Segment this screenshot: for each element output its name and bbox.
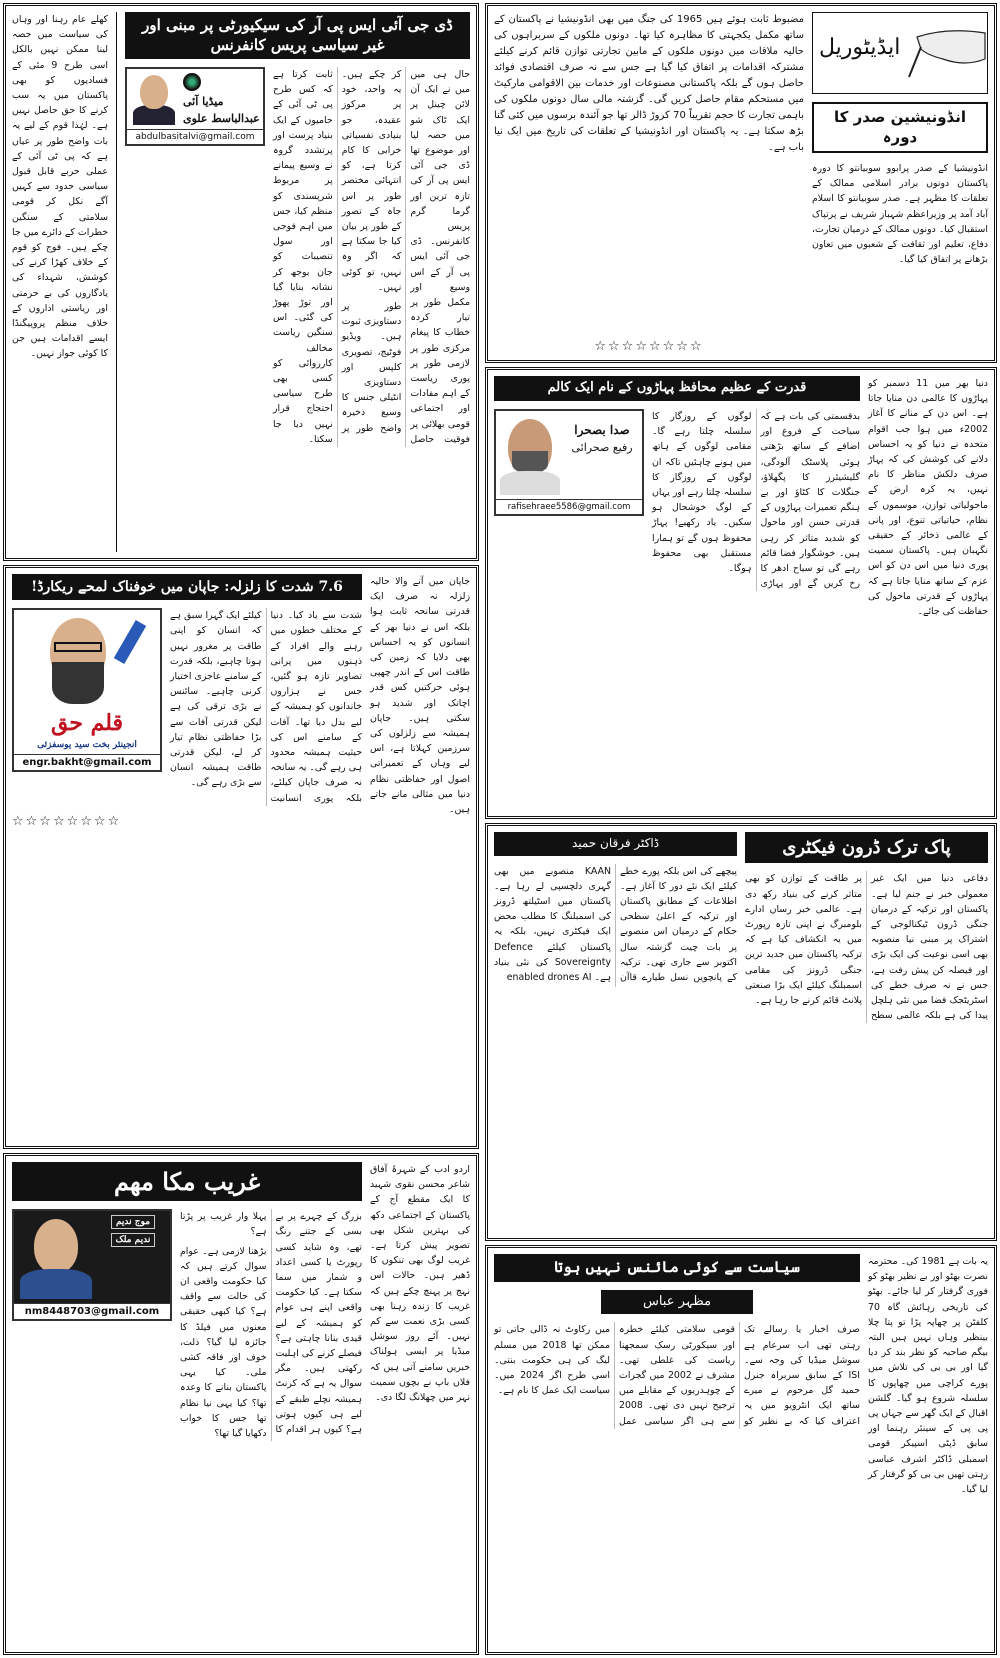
pen-icon bbox=[114, 620, 146, 664]
headline: انڈونیشین صدر کا دورہ bbox=[812, 102, 988, 153]
author-email: nm8448703@gmail.com bbox=[14, 1303, 170, 1319]
article-body: شدت سے یاد کیا۔ دنیا کے مختلف خطوں میں رہنے والے افراد کے ذہنوں میں پرانی تصاویر تازہ ہو گئیں، جس نے ہزاروں خاندانوں کو ہمیشہ کے لیے بدل دیا تھا۔ آفات کے سامنے اس کی حیثیت ہمیشہ محدود ہی رہے گی۔ یہ سانحہ نہ صرف جاپان کیلئے، بلکہ پوری انسانیت کیلئے ایک گہرا سبق ہے کہ انسان کو اپنی طاقت پر مغرور نہیں ہونا چاہیے، بلکہ قدرت کے سامنے عاجزی اختیار کرنی چاہیے۔ سائنس نے بڑی ترقی کی ہے لیکن قدرتی آفات سے بڑا حفاظتی نظام تیار کر لے، لیکن قدرتی طاقت ہمیشہ انسان سے بڑی رہے گی۔ bbox=[170, 610, 362, 804]
article-mountains bbox=[485, 367, 997, 819]
columnist-photo: صدا بصحرا رفیع صحرائی rafisehraee5586@gmail.com bbox=[494, 409, 644, 516]
editorial-body-right: انڈونیشیا کے صدر پرابوو سوبیانتو کا دورہ پاکستان دونوں برادر اسلامی ممالک کے تعلقات کا مظہر ہے۔ صدر سوبیانتو کا اسلام آباد آمد پر وزیراعظم شہباز شریف نے پرتپاک استقبال کیا۔ دونوں ممالک کے درمیان تجارت، دفاع، تعلیم اور ثقافت کے شعبوں میں تعاون بڑھانے پر اتفاق کیا گیا۔ bbox=[812, 163, 988, 266]
column-divider bbox=[116, 12, 117, 552]
headline: 7.6 شدت کا زلزلہ: جاپان میں خوفناک لمحے ریکارڈ! bbox=[12, 574, 362, 600]
columnist-portrait bbox=[38, 614, 118, 706]
headline: سیاست سے کوئی مائنس نہیں ہوتا bbox=[494, 1254, 860, 1282]
author-name-bar: مظہر عباس bbox=[601, 1290, 753, 1315]
editorial-body-left: مضبوط ثابت ہوئے ہیں 1965 کی جنگ میں بھی انڈونیشیا نے پاکستان کے ساتھ مکمل یکجہتی کا مظاہرہ کیا تھا۔ دونوں ملکوں کے سربراہوں کی حالیہ ملاقات میں دونوں ملکوں کے مابین تجارتی توازن قائم کرنے کیلئے مشترکہ اقدامات پر اتفاق کیا گیا ہے جس سے نہ صرف اقتصادی فوائد حاصل ہوں گے بلکہ پاکستانی مصنوعات اور خدمات بین الاقوامی مارکیٹ میں مستحکم مقام حاصل کریں گی۔ گزشتہ مالی سال دونوں ملکوں کی باہمی تجارت کا حجم تقریباً 70 کروڑ ڈالر تھا جو آئندہ برسوں میں کئی گنا بڑھ سکتا ہے۔ یہ پاکستان اور انڈونیشیا کے تعلقات کی تاریخ میں ایک نیا باب ہے۔ bbox=[494, 14, 805, 153]
article-body-right: یہ بات ہے 1981 کی۔ محترمہ نصرت بھٹو اور بے نظیر بھٹو کو فوری گرفتار کر لیا جائے۔ بھٹو کی تاریخی رہائش گاہ 70 کلفٹن پر چھاپہ پڑا تو پتا چلا بینظیر وہاں نہیں ہیں البتہ بیگم صاحبہ کو نظر بند کر دیا گیا اور بی بی کی تلاش میں پورے کراچی میں چھاپوں کا سلسلہ شروع ہو گیا۔ گلشن اقبال کے ایک گھر سے جہاں پی پی پی کے سینئر رہنما اور سابق ڈپٹی اسپیکر قومی اسمبلی ڈاکٹر اشرف عباسی رہتی تھیں بی بی کو گرفتار کر لیا گیا۔ bbox=[868, 1256, 988, 1496]
editorial-logo: ایڈیٹوریل bbox=[812, 12, 988, 94]
columnist-portrait bbox=[18, 1215, 94, 1299]
article-ghareeb bbox=[3, 1153, 479, 1655]
columnist-photo: موج ندیم ندیم ملک nm8448703@gmail.com bbox=[12, 1209, 172, 1321]
author-email: engr.bakht@gmail.com bbox=[14, 754, 160, 770]
article-body: بزرگ کے چہرے پر بے بسی کے جتنے رنگ تھے، وہ شاید کسی رپورٹ یا کسی اعداد و شمار میں سما سکتا ہے۔ کیا حکومت واقعی اپنے ہی عوام کو ہمیشہ کے لیے قیدی بنانا چاہتی ہے؟ فیصلے کرنے کی اہلیت رکھتی ہیں۔ مگر سوال یہ ہے کہ کرنٹ ہمیشہ نچلے طبقے کے لیے ہی کیوں ہوتی ہے؟ کیوں ہر اقدام کا پہلا وار غریب پر پڑتا ہے؟ بڑھنا لازمی ہے۔ عوام سوال کرتے ہیں کہ کیا حکومت واقعی ان کی حالت سے واقف ہے؟ کیا کبھی حقیقی معنوں میں فیلڈ کا جائزہ لیا گیا؟ ذلت، خوف اور فاقہ کشی ملی۔ کیا یہی پاکستان بنانے کا وعدہ تھا؟ کیا یہی نیا نظام تھا جس کا خواب دکھایا گیا تھا؟ bbox=[180, 1211, 362, 1440]
article-body: صرف اخبار یا رسالے تک رہتی تھی اب سرعام ہے سوشل میڈیا کی وجہ سے۔ ISI کے سابق سربراہ جنرل حمید گل مرحوم نے میرے ساتھ ایک انٹرویو میں یہ اعتراف کیا کہ بے نظیر کو قومی سلامتی کیلئے خطرہ اور سیکورٹی رسک سمجھنا ریاست کی غلطی تھی۔ مشرف نے 2002 میں گجرات کے چوہدریوں کے مقابلے میں ترجیح نہیں دی تھی۔ 2008 سے ہی اگر سیاسی عمل میں رکاوٹ نہ ڈالی جاتی تو ممکن تھا 2018 میں مسلم لیگ کی ہی حکومت بنتی۔ اسی طرح اگر 2024 میں۔ سیاست ایک عمل کا نام ہے۔ bbox=[494, 1324, 860, 1427]
article-body: بدقسمتی کی بات ہے کہ سیاحت کے فروغ اور اضافے کے ساتھ بڑھتی ہوئی پلاسٹک آلودگی، گلیشیئرز کا پگھلاؤ، جنگلات کا کٹاؤ اور بے ہنگم تعمیرات پہاڑوں کے قدرتی حسن اور ماحول کو شدید متاثر کر رہی ہیں۔ خوشگوار فضا قائم رہے گی تو سیاح ادھر کا رخ کریں گے اور پہاڑی لوگوں کے روزگار کا سلسلہ چلتا رہے گا۔ مقامی لوگوں کے ہاتھ میں ہونے چاہئیں تاکہ ان لوگوں کے روزگار کا سلسلہ چلتا رہے اور یہاں کے لوگ خوشحال ہو سکیں۔ یاد رکھیے! پہاڑ محفوظ ہوں گے تو ہمارا مستقبل بھی محفوظ ہوگا۔ bbox=[652, 410, 860, 590]
article-body-right: دنیا بھر میں 11 دسمبر کو پہاڑوں کا عالمی دن منایا جاتا ہے۔ اس دن کے منانے کا آغاز 2002ء میں ہوا جب اقوام متحدہ نے دنیا کو یہ احساس دلانے کی کوشش کی کہ پہاڑ صرف دلکش مناظر کا نام نہیں، یہ کرہ ارض کے ماحولیاتی توازن، موسموں کے نظام، حیاتیاتی تنوع، اور پانی کے عالمی ذخائر کے حقیقی نگہبان ہیں۔ پاکستان سمیت پوری دنیا میں اس دن کو اس عزم کے ساتھ منایا جاتا ہے کہ پہاڑوں کے قدرتی ماحول کی حفاظت کی جائے۔ bbox=[868, 378, 988, 618]
article-body-right: اردو ادب کے شہرۂ آفاق شاعر محسن نقوی شہید کا ایک مقطع آج کے پاکستان کے اجتماعی دکھ کی بہترین شکل بھی تصویر پیش کرتا ہے۔ غریب لوگ بھی تنکوں کا ڈھیر ہیں۔ حالات اس نہج پر پہنچ چکے ہیں کہ غریب کا زندہ رہنا بھی کسی بڑی نعمت سے کم نہیں۔ آئے روز سوشل میڈیا پر ایسی ہولناک خبریں سامنے آتی ہیں کہ فلاں باپ نے بچوں سمیت نہر میں چھلانگ لگا دی۔ bbox=[370, 1164, 470, 1404]
headline: قدرت کے عظیم محافظ پہاڑوں کے نام ایک کالم bbox=[494, 376, 860, 401]
author-email: abdulbasitalvi@gmail.com bbox=[127, 129, 263, 144]
headline: ڈی جی آئی ایس پی آر کی سیکیورٹی پر مبنی اور غیر سیاسی پریس کانفرنس bbox=[125, 12, 470, 59]
camera-lens-icon bbox=[183, 73, 201, 91]
end-stars: ☆☆☆☆☆☆☆☆ bbox=[594, 339, 704, 354]
author-email: rafisehraee5586@gmail.com bbox=[496, 499, 642, 514]
end-stars: ☆☆☆☆☆☆☆☆ bbox=[12, 813, 122, 829]
headline: غریب مکا مھم bbox=[12, 1162, 362, 1201]
columnist-portrait bbox=[500, 415, 560, 495]
hand-writing-icon bbox=[907, 23, 987, 83]
article-dg-ispr bbox=[3, 3, 479, 561]
headline: پاک ترک ڈرون فیکٹری bbox=[745, 832, 988, 863]
article-body: حال ہی میں میں نے ایک آن لائن چینل پر ایک ٹاک شو میں حصہ لیا اور موضوع تھا ڈی جی آئی ایس پی آر کی تازہ ترین اور گرما گرم پریس کانفرنس۔ ڈی جی آئی ایس پی آر کے اس وسیع اور مکمل طور پر تیار کردہ خطاب کا پیغام مرکزی طور پر لازمی طور پر پوری ریاست کے اہم مفادات اور اجتماعی قومی بھلائی پر فوقیت حاصل کر چکے ہیں۔ یہ واحد، خود پر مرکوز عقیدہ، جو بنیادی نفسیاتی خرابی کا کام کرتا ہے، کو انتہائی مختصر طور پر اس جاہ کے تصور کے طور پر بیان کیا جا سکتا ہے کہ اگر وہ نہیں، تو کوئی نہیں۔ طور پر دستاویزی ثبوت ہیں۔ ویڈیو فوٹیج، تصویری کلپس اور دستاویزی انٹیلی جنس کا وسیع ذخیرہ واضح طور پر ثابت کرتا ہے کہ کس طرح پی ٹی آئی کے حامیوں کے ایک بنیاد پرست اور پرتشدد گروہ نے وسیع پیمانے پر مربوط شرپسندی کو منظم کیا، جس میں اہم فوجی اور سول تنصیبات کو جان بوجھ کر نشانہ بنایا گیا اور توڑ پھوڑ کی گئی۔ اس سنگین ریاست مخالف کارروائی کو کسی بھی طرح سیاسی احتجاج قرار نہیں دیا جا سکتا۔ bbox=[273, 69, 470, 445]
article-japan-earthquake bbox=[3, 565, 479, 1149]
side-column-text: کھلے عام رہنا اور وہاں کی سیاست میں حصہ لینا ممکن نہیں بالکل اسی طرح 9 مئی کے فسادیوں کو بھی پاکستان میں یہ سب کرنے کا حق حاصل نہیں ہے۔ لہٰذا قوم کے لیے یہ بات واضح طور پر عیاں ہے کہ پی ٹی آئی کے عملی حربے قابل قبول سیاسی حدود سے کہیں آگے نکل کر قومی سلامتی کے سنگین خطرات کے دائرے میں جا چکے ہیں۔ فوج کو قوم کے خلاف کھڑا کرنے کی کوشش، شہداء کی یادگاروں کی بے حرمتی اور ریاستی اداروں کے خلاف منظم پروپیگنڈا ایسے اقدامات ہیں جن کا کوئی جواز نہیں۔ bbox=[12, 14, 108, 360]
editorial bbox=[485, 3, 997, 363]
article-body-right: جاپان میں آنے والا حالیہ زلزلہ نہ صرف ایک قدرتی سانحہ ثابت ہوا بلکہ اس نے دنیا بھر کے انسانوں کو یہ احساس بھی دلایا کہ زمین کی طاقت اس کے اندر چھپی ہوئی حرکتیں کس قدر اچانک اور شدید ہو سکتی ہیں۔ جاپان ہمیشہ سے زلزلوں کی سرزمین کہلاتا ہے، اس لیے وہاں کے تعمیراتی اصول اور حفاظتی نظام دنیا میں مثالی مانے جاتے ہیں۔ bbox=[370, 576, 470, 816]
columnist-portrait bbox=[131, 73, 177, 125]
article-drone-factory bbox=[485, 823, 997, 1241]
article-siyasat bbox=[485, 1245, 997, 1655]
author-name-bar: ڈاکٹر فرقان حمید bbox=[494, 832, 737, 856]
columnist-photo: قلم حق انجینئر بخت سید یوسفزئی engr.bakht@gmail.com bbox=[12, 608, 162, 772]
columnist-photo: میڈیا آئی عبدالباسط علوی abdulbasitalvi@gmail.com bbox=[125, 67, 265, 146]
article-body-left: پیچھے کی اس بلکہ پورے خطے کیلئے ایک نئے دور کا آغاز ہے۔ اطلاعات کے مطابق پاکستان اور ترکیہ کے اعلیٰ سطحی حکام کے درمیان اس منصوبے پر بات چیت گزشتہ سال اکتوبر سے جاری تھی۔ ترکیہ کے پانچویں نسل طیارے قاآن KAAN منصوبے میں بھی گہری دلچسپی لے رہا ہے۔ پاکستان میں اسٹیلتھ ڈرونز کی اسمبلنگ کا مطلب محض ایک فیکٹری نہیں، بلکہ یہ پاکستان کیلئے Defence Sovereignty کی نئی بنیاد ہے۔ enabled drones AI bbox=[494, 865, 737, 984]
article-body-right: دفاعی دنیا میں ایک غیر معمولی خبر نے جنم لیا ہے۔ پاکستان اور ترکیہ کے درمیان جنگی ڈرون ٹیکنالوجی کے اشتراک پر مبنی نیا منصوبہ بھی اسی نوعیت کی ایک بڑی اور فیصلہ کن پیش رفت ہے، جس نے نہ صرف خطے کی اسٹریٹجک فضا میں نئی ہلچل پیدا کی ہے بلکہ عالمی سطح پر طاقت کے توازن کو بھی متاثر کرنے کی بنیاد رکھ دی ہے۔ عالمی خبر رساں ادارے بلومبرگ نے اپنی تازہ رپورٹ میں یہ انکشاف کیا ہے کہ ترکیہ پاکستان میں جدید ترین جنگی ڈرونز کی مقامی اسمبلنگ کیلئے ایک بڑا صنعتی پلانٹ قائم کرنے جا رہا ہے۔ bbox=[745, 873, 988, 1022]
